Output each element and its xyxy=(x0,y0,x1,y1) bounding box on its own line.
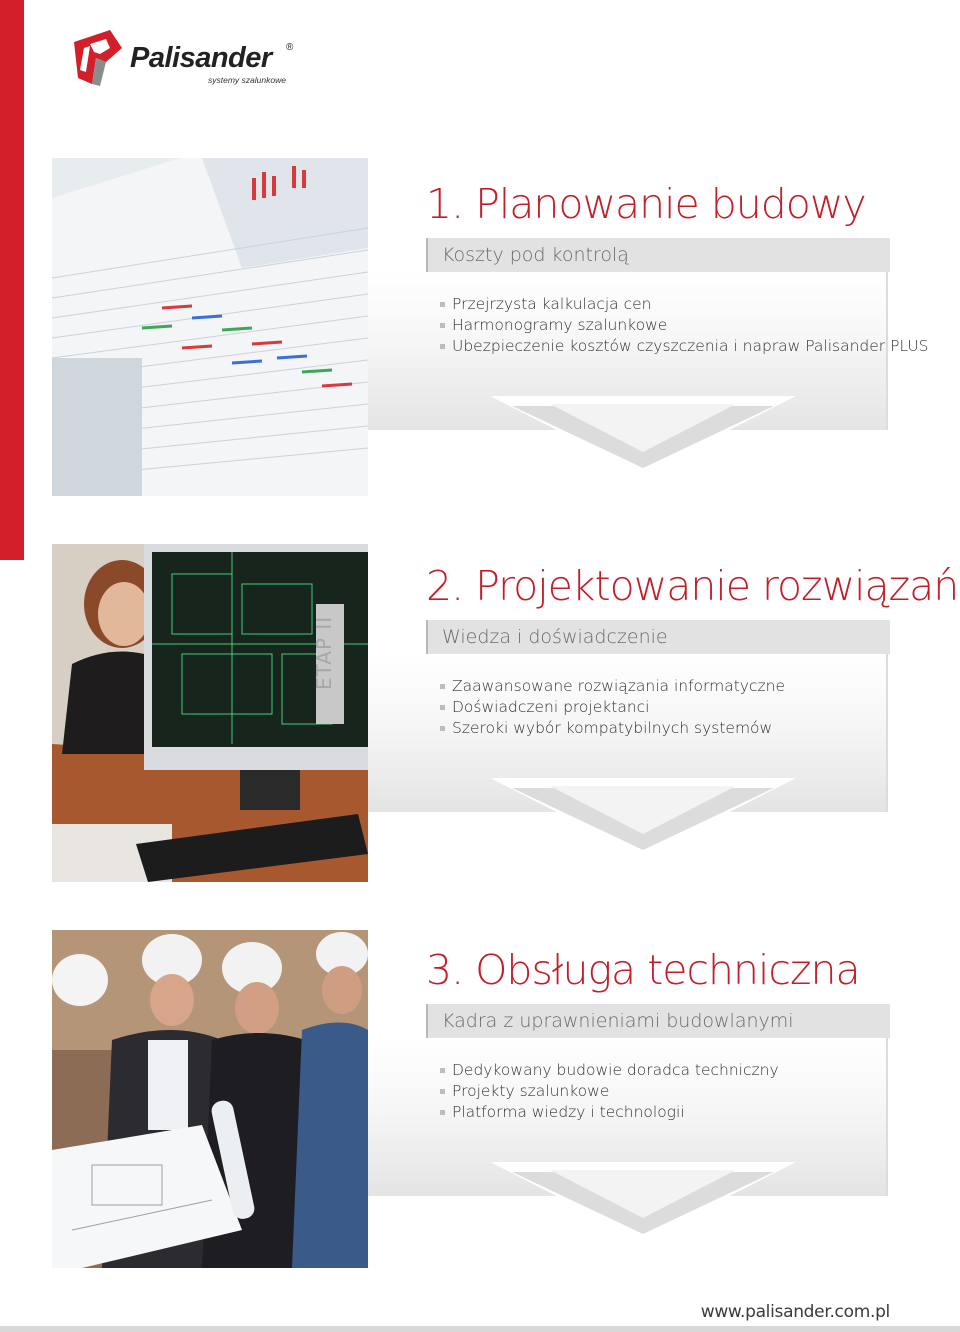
list-item: Harmonogramy szalunkowe xyxy=(440,315,929,336)
list-item: Platforma wiedzy i technologii xyxy=(440,1102,779,1123)
section-3-title: 3. Obsługa techniczna xyxy=(426,946,860,994)
section-1-subtitle: Koszty pod kontrolą xyxy=(442,244,629,266)
accent-bar xyxy=(0,0,24,560)
photo-engineers-site xyxy=(52,930,368,1268)
list-item: Dedykowany budowie doradca techniczny xyxy=(440,1060,779,1081)
etap-overlay-label: ETAP II xyxy=(312,615,336,690)
section-2-subtitle: Wiedza i doświadczenie xyxy=(442,626,668,648)
brand-name: Palisander xyxy=(130,42,272,74)
photo-schedule-printouts xyxy=(52,158,368,496)
down-arrow-icon xyxy=(490,1162,796,1240)
section-1-title: 1. Planowanie budowy xyxy=(426,180,866,228)
down-arrow-icon xyxy=(490,396,796,474)
section-3-subtitle-bar xyxy=(426,1004,890,1038)
registered-mark: ® xyxy=(286,42,294,53)
photo-designer-monitor xyxy=(52,544,368,882)
brand-tagline: systemy szalunkowe xyxy=(208,75,286,85)
section-3-bullets xyxy=(440,1060,779,1123)
palisander-logo xyxy=(70,28,310,92)
list-item: Projekty szalunkowe xyxy=(440,1081,779,1102)
section-2-subtitle-bar xyxy=(426,620,890,654)
section-2-bullets xyxy=(440,676,785,739)
list-item: Szeroki wybór kompatybilnych systemów xyxy=(440,718,785,739)
section-1-subtitle-bar xyxy=(426,238,890,272)
palisander-logo-icon xyxy=(70,28,128,88)
section-3-subtitle: Kadra z uprawnieniami budowlanymi xyxy=(442,1010,794,1032)
list-item: Przejrzysta kalkulacja cen xyxy=(440,294,929,315)
list-item: Doświadczeni projektanci xyxy=(440,697,785,718)
website-link[interactable]: www.palisander.com.pl xyxy=(700,1302,890,1322)
list-item: Zaawansowane rozwiązania informatyczne xyxy=(440,676,785,697)
footer-divider xyxy=(0,1326,960,1332)
down-arrow-icon xyxy=(490,778,796,856)
section-1-bullets xyxy=(440,294,929,357)
list-item: Ubezpieczenie kosztów czyszczenia i napraw Palisander PLUS xyxy=(440,336,929,357)
section-2-title: 2. Projektowanie rozwiązań xyxy=(426,562,959,610)
